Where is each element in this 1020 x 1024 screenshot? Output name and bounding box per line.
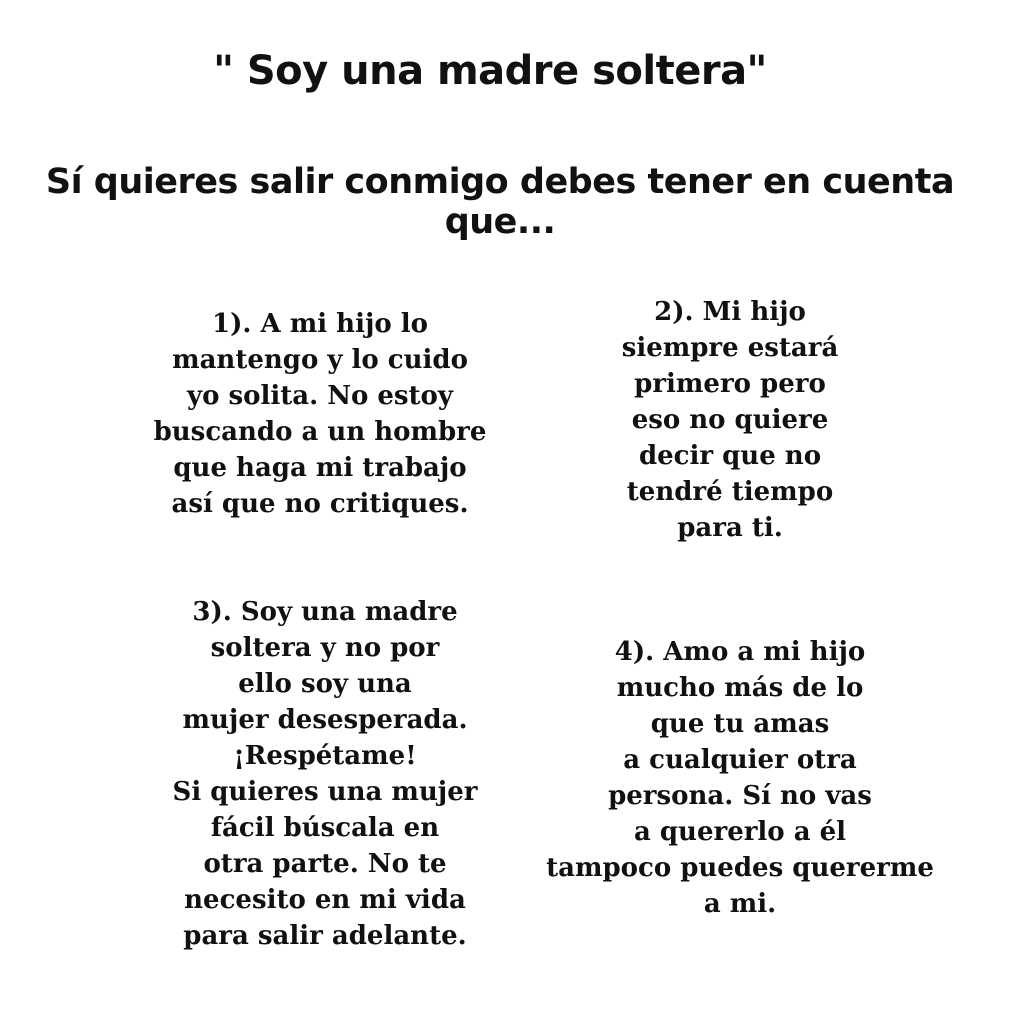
rule-line: así que no critiques.	[171, 489, 469, 519]
rule-2-text	[540, 294, 920, 546]
rule-line: 2). Mi hijo	[654, 297, 806, 327]
rule-line: 1). A mi hijo lo	[212, 309, 428, 339]
rule-line: decir que no	[638, 441, 822, 471]
rule-line: persona. Sí no vas	[608, 781, 872, 811]
rule-line: mantengo y lo cuido	[172, 345, 468, 375]
rule-line: mucho más de lo	[616, 673, 864, 703]
rule-line: para ti.	[677, 513, 783, 543]
rule-line: a cualquier otra	[623, 745, 857, 775]
rule-line: ello soy una	[238, 669, 412, 699]
rule-line: 3). Soy una madre	[192, 597, 458, 627]
rule-line: que haga mi trabajo	[173, 453, 467, 483]
rule-line: tendré tiempo	[626, 477, 834, 507]
rule-line: necesito en mi vida	[184, 885, 466, 915]
rule-line: fácil búscala en	[210, 813, 440, 843]
rule-line: buscando a un hombre	[153, 417, 487, 447]
rule-line: que tu amas	[650, 709, 830, 739]
rule-line: para salir adelante.	[183, 921, 467, 951]
rule-line: eso no quiere	[631, 405, 829, 435]
rule-line: primero pero	[634, 369, 826, 399]
rule-4-text	[530, 634, 950, 922]
rule-line: yo solita. No estoy	[187, 381, 453, 411]
rule-line: 4). Amo a mi hijo	[614, 637, 866, 667]
page-title: " Soy una madre soltera"	[213, 48, 767, 94]
rule-line: siempre estará	[621, 333, 839, 363]
rule-line: soltera y no por	[210, 633, 440, 663]
rule-line: a quererlo a él	[633, 817, 847, 847]
rule-line: Si quieres una mujer	[172, 777, 478, 807]
rule-line: otra parte. No te	[203, 849, 447, 879]
page-subtitle: Sí quieres salir conmigo debes tener en cuenta que...	[45, 162, 955, 242]
rule-3-text	[100, 594, 550, 954]
rule-line: mujer desesperada.	[182, 705, 468, 735]
rule-line: tampoco puedes quererme	[546, 853, 934, 883]
rule-line: a mi.	[703, 889, 777, 919]
rule-1-text	[110, 306, 530, 522]
rule-line: ¡Respétame!	[233, 741, 417, 771]
